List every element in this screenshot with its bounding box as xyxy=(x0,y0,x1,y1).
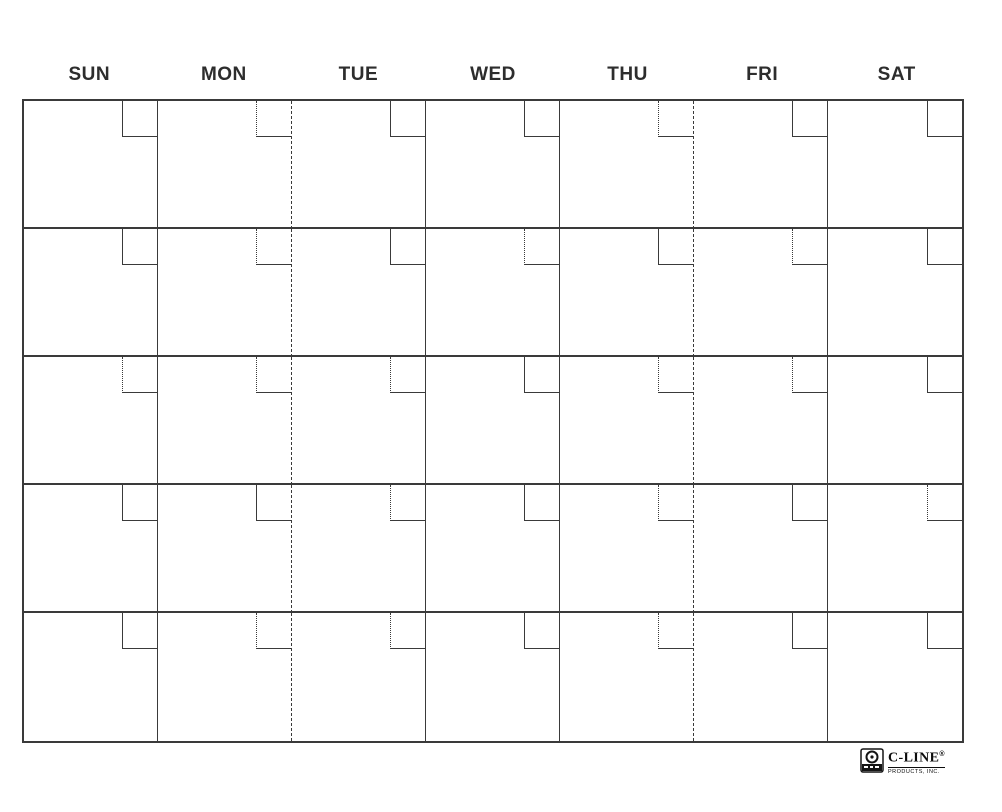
calendar-cell xyxy=(158,101,292,229)
date-number-box xyxy=(792,229,827,265)
date-number-box xyxy=(524,101,559,137)
date-number-box xyxy=(658,101,693,137)
calendar-cell xyxy=(828,101,962,229)
date-number-box xyxy=(927,357,962,393)
brand-tagline: PRODUCTS, INC. xyxy=(888,767,945,775)
date-number-box xyxy=(524,229,559,265)
day-header-mon: MON xyxy=(200,64,247,85)
calendar-cell xyxy=(24,101,158,229)
brand-name: C-LINE® xyxy=(888,750,945,766)
date-number-box xyxy=(658,613,693,649)
calendar-cell xyxy=(158,485,292,613)
calendar-cell xyxy=(426,101,560,229)
calendar-cell xyxy=(292,101,426,229)
date-number-box xyxy=(256,229,291,265)
calendar-cell xyxy=(560,101,694,229)
calendar-cell xyxy=(828,229,962,357)
calendar-cell xyxy=(24,613,158,741)
date-number-box xyxy=(927,229,962,265)
date-number-box xyxy=(390,357,425,393)
date-number-box xyxy=(658,357,693,393)
date-number-box xyxy=(658,485,693,521)
calendar-cell xyxy=(24,229,158,357)
day-header-sun: SUN xyxy=(68,64,111,85)
registered-trademark-symbol: ® xyxy=(939,751,945,758)
date-number-box xyxy=(122,357,157,393)
date-number-box xyxy=(256,613,291,649)
day-header-tue: TUE xyxy=(338,64,379,85)
date-number-box xyxy=(927,101,962,137)
date-number-box xyxy=(122,229,157,265)
date-number-box xyxy=(256,101,291,137)
calendar-cell xyxy=(828,613,962,741)
date-number-box xyxy=(927,613,962,649)
calendar-grid xyxy=(22,99,964,743)
calendar-cell xyxy=(158,613,292,741)
calendar-cell xyxy=(24,357,158,485)
calendar-cell xyxy=(560,613,694,741)
date-number-box xyxy=(792,613,827,649)
date-number-box xyxy=(792,101,827,137)
day-header-sat: SAT xyxy=(877,64,916,85)
calendar-cell xyxy=(694,613,828,741)
calendar-cell xyxy=(694,229,828,357)
date-number-box xyxy=(390,101,425,137)
date-number-box xyxy=(792,357,827,393)
c-line-logo-icon xyxy=(860,747,885,779)
calendar-cell xyxy=(560,485,694,613)
calendar-cell xyxy=(24,485,158,613)
calendar-cell xyxy=(828,485,962,613)
calendar-cell xyxy=(426,485,560,613)
date-number-box xyxy=(256,485,291,521)
calendar-cell xyxy=(426,613,560,741)
calendar-cell xyxy=(158,357,292,485)
calendar-cell xyxy=(694,101,828,229)
calendar-cell xyxy=(292,485,426,613)
calendar-cell xyxy=(426,357,560,485)
calendar-cell xyxy=(694,485,828,613)
calendar-cell xyxy=(828,357,962,485)
calendar-cell xyxy=(292,613,426,741)
calendar-cell xyxy=(158,229,292,357)
calendar-cell xyxy=(560,229,694,357)
date-number-box xyxy=(524,357,559,393)
date-number-box xyxy=(122,101,157,137)
date-number-box xyxy=(792,485,827,521)
calendar-cell xyxy=(292,357,426,485)
day-header-wed: WED xyxy=(470,64,516,85)
calendar-cell xyxy=(560,357,694,485)
date-number-box xyxy=(927,485,962,521)
date-number-box xyxy=(390,485,425,521)
calendar-cell xyxy=(292,229,426,357)
date-number-box xyxy=(658,229,693,265)
date-number-box xyxy=(256,357,291,393)
calendar-cell xyxy=(426,229,560,357)
date-number-box xyxy=(390,613,425,649)
date-number-box xyxy=(122,613,157,649)
date-number-box xyxy=(390,229,425,265)
day-header-fri: FRI xyxy=(746,64,779,85)
brand-logo xyxy=(860,747,970,779)
date-number-box xyxy=(524,485,559,521)
weekday-header-row xyxy=(22,54,964,99)
day-header-thu: THU xyxy=(607,64,648,85)
date-number-box xyxy=(524,613,559,649)
calendar-cell xyxy=(694,357,828,485)
date-number-box xyxy=(122,485,157,521)
